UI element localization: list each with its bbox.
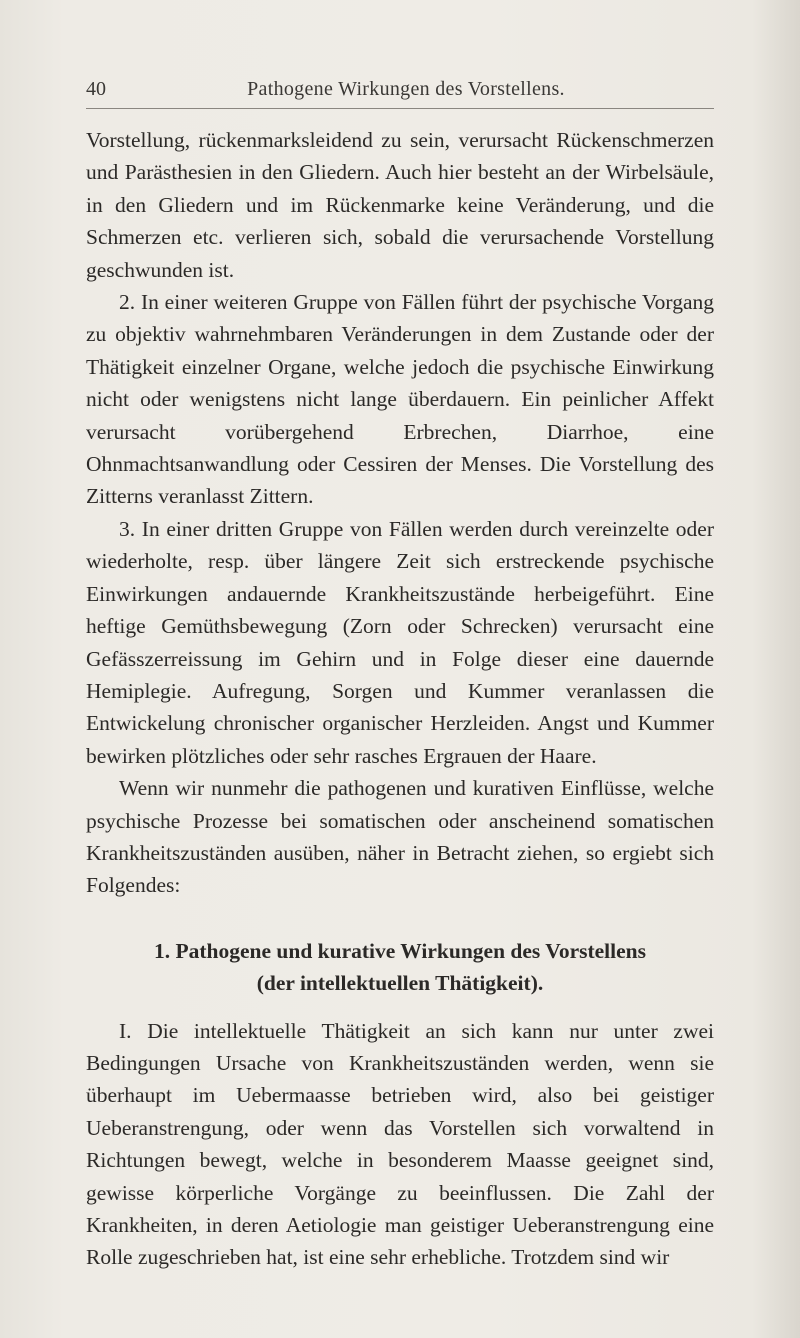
- page-header: [86, 78, 726, 108]
- running-head: Pathogene Wirkungen des Vorstellens.: [247, 78, 565, 100]
- paragraph-section-1: I. Die intellektuelle Thätigkeit an sich kann nur unter zwei Bedingungen Ursache von Krankheitszuständen werden, wenn sie überhaupt im Uebermaasse betrieben wird, also bei geistiger Ueberanstrengung, oder wenn das Vorstellen sich vorwaltend in Richtungen bewegt, welche in besonderem Maasse geeignet sind, gewisse körperliche Vorgänge zu beeinflussen. Die Zahl der Krankheiten, in deren Aetiologie man geistiger Ueberanstrengung eine Rolle zugeschrieben hat, ist eine sehr erhebliche. Trotzdem sind wir: [86, 1018, 714, 1270]
- paragraph-continuation: Vorstellung, rückenmarksleidend zu sein, verursacht Rückenschmerzen und Parästhesien in den Gliedern. Auch hier besteht an der Wirbelsäule, in den Gliedern und im Rückenmarke keine Veränderung, und die Schmerzen etc. verlieren sich, sobald die verursachende Vorstellung geschwunden ist.: [86, 128, 714, 282]
- header-divider: [86, 108, 714, 109]
- section-heading-line-1: 1. Pathogene und kurative Wirkungen des Vorstellens: [154, 938, 646, 963]
- section-heading-line-2: (der intellektuellen Thätigkeit).: [256, 971, 544, 996]
- page-number: 40: [86, 78, 106, 100]
- paragraph-group-3: 3. In einer dritten Gruppe von Fällen werden durch vereinzelte oder wiederholte, resp. über längere Zeit sich erstreckende psychische Einwirkungen andauernde Krankheitszustände herbeigeführt. Eine heftige Gemüthsbewegung (Zorn oder Schrecken) verursacht eine Gefässzerreissung im Gehirn und in Folge dieser eine dauernde Hemiplegie. Aufregung, Sorgen und Kummer veranlassen die Entwickelung chronischer organischer Herzleiden. Angst und Kummer bewirken plötzliches oder sehr rasches Ergrauen der Haare.: [86, 516, 714, 768]
- body-text: [86, 124, 714, 1274]
- section-heading: [86, 935, 714, 1000]
- paragraph-group-2: 2. In einer weiteren Gruppe von Fällen führt der psychische Vorgang zu objektiv wahrnehmbaren Veränderungen in dem Zustande oder der Thätigkeit einzelner Organe, welche jedoch die psychische Einwirkung nicht oder wenigstens nicht lange überdauern. Ein peinlicher Affekt verursacht vorübergehend Erbrechen, Diarrhoe, eine Ohnmachtsanwandlung oder Cessiren der Menses. Die Vorstellung des Zitterns veranlasst Zittern.: [86, 290, 714, 509]
- paragraph-transition: Wenn wir nunmehr die pathogenen und kurativen Einflüsse, welche psychische Prozesse bei somatischen oder anscheinend somatischen Krankheitszuständen ausüben, näher in Betracht ziehen, so ergiebt sich Folgendes:: [86, 776, 714, 898]
